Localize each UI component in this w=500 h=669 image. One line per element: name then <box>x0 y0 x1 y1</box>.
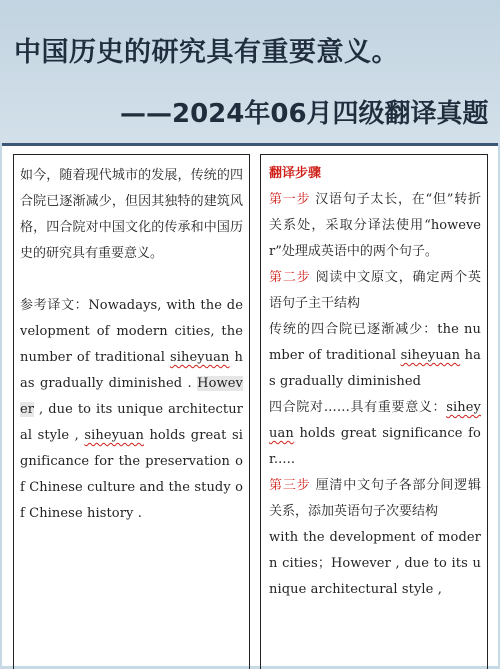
header-banner <box>0 0 500 143</box>
steps-heading: 翻译步骤 <box>269 166 322 181</box>
reference-translation: 参考译文：Nowadays, with the development of modern cities, the number of traditional siheyuan has gradually diminished . However , due to its unique architectural style , siheyuan holds great significance for the preservation of Chinese culture and the study of Chinese history . <box>20 298 243 521</box>
step-2-label: 第二步 <box>269 270 311 285</box>
source-text-column <box>13 154 250 669</box>
document-page <box>2 143 498 666</box>
chinese-source-text: 如今，随着现代城市的发展，传统的四合院已逐渐减少，但因其独特的建筑风格，四合院对中国文化的传承和中国历史的研究具有重要意义。 <box>20 168 243 261</box>
step-2-structure-2: 四合院对……具有重要意义：siheyuan holds great significance for..... <box>269 400 481 467</box>
term-siheyuan: siheyuan <box>400 348 461 363</box>
term-siheyuan: siheyuan <box>169 350 230 365</box>
highlight-however: However <box>20 376 243 417</box>
title-line-1: 中国历史的研究具有重要意义。 <box>14 37 399 68</box>
reference-label: 参考译文： <box>20 298 89 313</box>
term-siheyuan: siheyuan <box>84 428 144 443</box>
title-line-2: ——2024年06月四级翻译真题 <box>120 99 489 129</box>
term-siheyuan: siheyuan <box>269 400 481 441</box>
step-2-structure-1: 传统的四合院已逐渐减少：the number of traditional siheyuan has gradually diminished <box>269 322 481 389</box>
step-1-label: 第一步 <box>269 192 311 207</box>
step-3: 第三步 厘清中文句子各部分间逻辑关系，添加英语句子次要结构 <box>269 478 481 519</box>
step-3-structure: with the development of modern cities；However , due to its unique architectural style , <box>269 530 481 597</box>
step-3-label: 第三步 <box>269 478 311 493</box>
translation-steps-column <box>260 154 488 669</box>
step-1: 第一步 汉语句子太长，在“但”转折关系处，采取分译法使用“however”处理成英语中的两个句子。 <box>269 192 481 259</box>
step-2: 第二步 阅读中文原文，确定两个英语句子主干结构 <box>269 270 481 311</box>
